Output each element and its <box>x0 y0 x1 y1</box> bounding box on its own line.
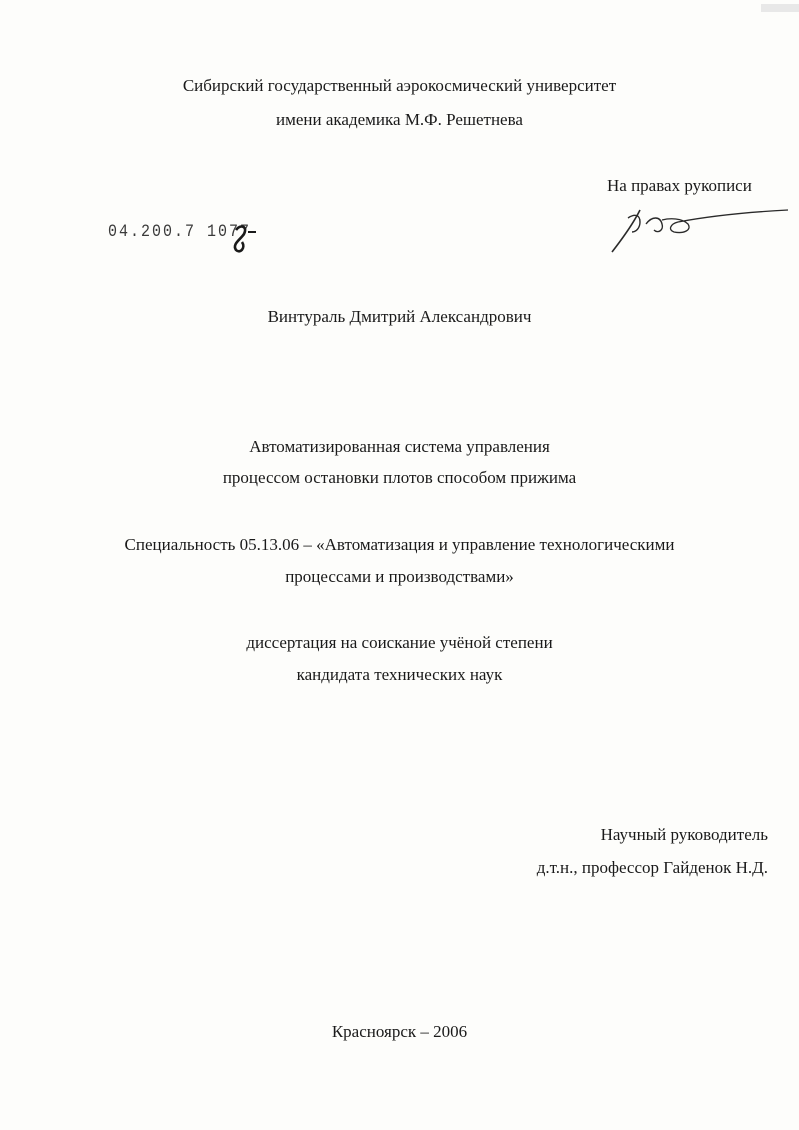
supervisor-label: Научный руководитель <box>600 825 768 844</box>
degree-line-1: диссертация на соискание учёной степени <box>246 633 553 652</box>
signature <box>600 196 790 256</box>
thesis-title-line-2: процессом остановки плотов способом прижима <box>222 468 577 487</box>
university-name: Сибирский государственный аэрокосмический университет <box>182 76 617 95</box>
registration-stamp: 04.200.7 1077 <box>108 222 252 242</box>
supervisor-name: д.т.н., профессор Гайденок Н.Д. <box>536 858 768 877</box>
place-and-year: Красноярск – 2006 <box>331 1022 468 1041</box>
handwritten-digit-mark <box>228 222 258 256</box>
specialty-line-1: Специальность 05.13.06 – «Автоматизация и управление технологическими <box>124 535 675 554</box>
manuscript-note: На правах рукописи <box>607 176 752 195</box>
author-name: Винтураль Дмитрий Александрович <box>267 307 532 326</box>
university-named-after: имени академика М.Ф. Решетнева <box>276 110 523 129</box>
thesis-title-line-1: Автоматизированная система управления <box>249 437 550 456</box>
specialty-line-2: процессами и производствами» <box>285 567 514 586</box>
scan-edge-mark <box>739 0 799 16</box>
degree-line-2: кандидата технических наук <box>296 665 503 684</box>
